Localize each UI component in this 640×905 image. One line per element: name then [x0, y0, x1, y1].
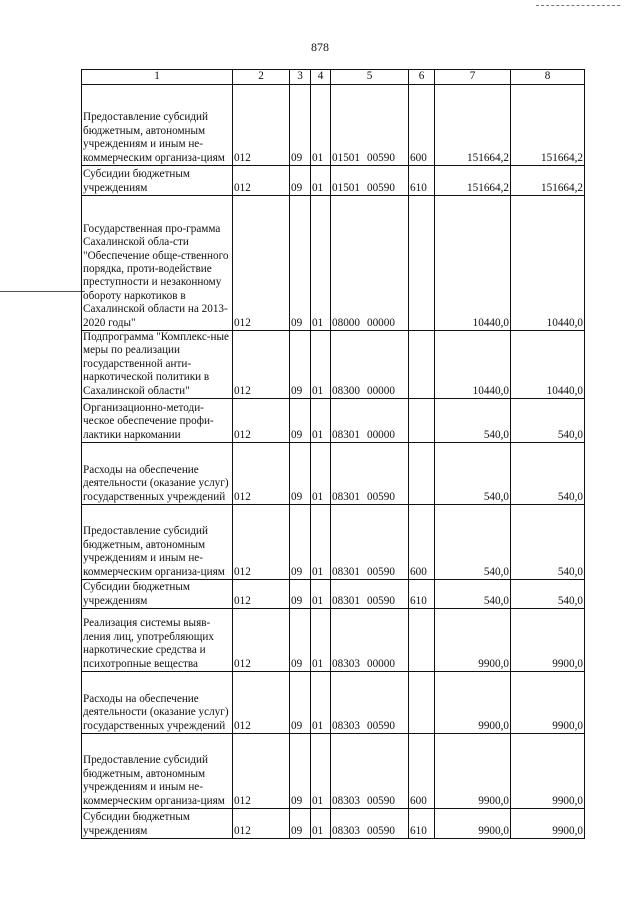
target-code-cell — [331, 399, 409, 443]
row-name: Предоставление субсидий бюджетным, автономным учреждениям и иным не-коммерческим организа-циям — [83, 754, 225, 807]
program-code: 08303 — [332, 824, 360, 837]
section-cell: 09 — [290, 580, 311, 609]
expense-type-cell — [409, 331, 435, 399]
table-row — [82, 672, 585, 734]
row-name-cell — [82, 331, 233, 399]
sum-2016-cell: 9900,0 — [511, 609, 585, 672]
expense-type-cell: 600 — [409, 85, 435, 166]
target-code-cell — [331, 166, 409, 196]
table-row — [82, 331, 585, 399]
ministry-code-cell: 012 — [233, 580, 290, 609]
sum-2016-cell: 151664,2 — [511, 166, 585, 196]
sum-2015-cell: 10440,0 — [435, 331, 511, 399]
subsection-cell: 01 — [311, 399, 331, 443]
row-name: Расходы на обеспечение деятельности (оказание услуг) государственных учреждений — [83, 463, 229, 503]
program-code: 08303 — [332, 719, 360, 732]
subsection-cell: 01 — [311, 443, 331, 505]
row-name-cell — [82, 196, 233, 331]
expense-code: 00000 — [366, 657, 395, 670]
table-row — [82, 443, 585, 505]
expense-code: 00000 — [366, 428, 395, 441]
target-code-cell — [331, 331, 409, 399]
row-name: Предоставление субсидий бюджетным, автономным учреждениям и иным не-коммерческим организа-циям — [83, 111, 225, 164]
target-code-cell — [331, 580, 409, 609]
program-code: 08303 — [332, 794, 360, 807]
column-header: 4 — [311, 70, 331, 85]
table-row — [82, 505, 585, 580]
ministry-code-cell: 012 — [233, 734, 290, 809]
row-name: Предоставление субсидий бюджетным, автономным учреждениям и иным не-коммерческим организа-циям — [83, 525, 225, 578]
row-name-cell — [82, 85, 233, 166]
row-name: Субсидии бюджетным учреждениям — [83, 581, 190, 607]
expense-code: 00590 — [366, 490, 395, 503]
column-header: 3 — [290, 70, 311, 85]
row-name-cell — [82, 443, 233, 505]
target-code-cell — [331, 505, 409, 580]
table-row — [82, 166, 585, 196]
ministry-code-cell: 012 — [233, 443, 290, 505]
expense-type-cell — [409, 196, 435, 331]
ministry-code-cell: 012 — [233, 196, 290, 331]
program-code: 01501 — [332, 181, 360, 194]
ministry-code-cell: 012 — [233, 672, 290, 734]
table-row — [82, 609, 585, 672]
row-name: Реализация системы выяв-ления лиц, употребляющих наркотические средства и психотропные вещества — [83, 617, 214, 670]
section-cell: 09 — [290, 505, 311, 580]
expense-code: 00590 — [366, 794, 395, 807]
target-code-cell — [331, 196, 409, 331]
row-name-cell — [82, 399, 233, 443]
sum-2015-cell: 540,0 — [435, 505, 511, 580]
table-row — [82, 85, 585, 166]
program-code: 08301 — [332, 594, 360, 607]
target-code-cell — [331, 609, 409, 672]
sum-2016-cell: 540,0 — [511, 443, 585, 505]
section-cell: 09 — [290, 196, 311, 331]
sum-2015-cell: 151664,2 — [435, 85, 511, 166]
column-header: 2 — [233, 70, 290, 85]
row-name-cell — [82, 580, 233, 609]
expense-code: 00000 — [366, 384, 395, 397]
table-row — [82, 399, 585, 443]
header-row — [82, 70, 585, 85]
subsection-cell: 01 — [311, 734, 331, 809]
sum-2016-cell: 9900,0 — [511, 672, 585, 734]
expense-code: 00590 — [366, 824, 395, 837]
sum-2016-cell: 9900,0 — [511, 809, 585, 839]
expense-type-cell: 600 — [409, 734, 435, 809]
table-row — [82, 734, 585, 809]
expense-code: 00590 — [366, 719, 395, 732]
row-name-cell — [82, 734, 233, 809]
sum-2016-cell: 9900,0 — [511, 734, 585, 809]
section-cell: 09 — [290, 85, 311, 166]
expense-code: 00590 — [366, 181, 395, 194]
target-code-cell — [331, 443, 409, 505]
row-name-cell — [82, 672, 233, 734]
column-header: 1 — [82, 70, 233, 85]
expense-type-cell — [409, 399, 435, 443]
expense-type-cell — [409, 443, 435, 505]
section-cell: 09 — [290, 331, 311, 399]
expense-type-cell — [409, 672, 435, 734]
expense-code: 00590 — [366, 565, 395, 578]
scan-cut-line — [0, 291, 85, 292]
column-header: 7 — [435, 70, 511, 85]
subsection-cell: 01 — [311, 505, 331, 580]
sum-2015-cell: 10440,0 — [435, 196, 511, 331]
program-code: 08301 — [332, 565, 360, 578]
table-row — [82, 580, 585, 609]
row-name: Субсидии бюджетным учреждениям — [83, 168, 190, 194]
sum-2015-cell: 540,0 — [435, 443, 511, 505]
subsection-cell: 01 — [311, 166, 331, 196]
row-name-cell — [82, 809, 233, 839]
ministry-code-cell: 012 — [233, 331, 290, 399]
sum-2015-cell: 9900,0 — [435, 809, 511, 839]
target-code-cell — [331, 672, 409, 734]
sum-2016-cell: 540,0 — [511, 505, 585, 580]
sum-2016-cell: 10440,0 — [511, 196, 585, 331]
section-cell: 09 — [290, 443, 311, 505]
subsection-cell: 01 — [311, 672, 331, 734]
sum-2016-cell: 540,0 — [511, 580, 585, 609]
program-code: 08301 — [332, 428, 360, 441]
subsection-cell: 01 — [311, 331, 331, 399]
section-cell: 09 — [290, 672, 311, 734]
row-name: Субсидии бюджетным учреждениям — [83, 811, 190, 837]
ministry-code-cell: 012 — [233, 166, 290, 196]
ministry-code-cell: 012 — [233, 809, 290, 839]
section-cell: 09 — [290, 609, 311, 672]
ministry-code-cell: 012 — [233, 399, 290, 443]
subsection-cell: 01 — [311, 196, 331, 331]
expense-code: 00000 — [366, 316, 395, 329]
target-code-cell — [331, 734, 409, 809]
scan-artifact-line — [536, 5, 620, 6]
program-code: 08301 — [332, 490, 360, 503]
ministry-code-cell: 012 — [233, 505, 290, 580]
expense-type-cell: 610 — [409, 580, 435, 609]
sum-2016-cell: 151664,2 — [511, 85, 585, 166]
ministry-code-cell: 012 — [233, 85, 290, 166]
column-header: 6 — [409, 70, 435, 85]
sum-2016-cell: 540,0 — [511, 399, 585, 443]
section-cell: 09 — [290, 734, 311, 809]
target-code-cell — [331, 85, 409, 166]
column-header: 8 — [511, 70, 585, 85]
row-name-cell — [82, 166, 233, 196]
expense-type-cell — [409, 609, 435, 672]
subsection-cell: 01 — [311, 580, 331, 609]
expense-code: 00590 — [366, 594, 395, 607]
sum-2015-cell: 9900,0 — [435, 672, 511, 734]
expense-type-cell: 600 — [409, 505, 435, 580]
row-name: Подпрограмма "Комплекс-ные меры по реализации государственной анти-наркотической политики в Сахалинской области" — [83, 331, 229, 397]
program-code: 01501 — [332, 151, 360, 164]
program-code: 08303 — [332, 657, 360, 670]
expense-type-cell: 610 — [409, 809, 435, 839]
row-name-cell — [82, 505, 233, 580]
row-name: Организационно-методи-ческое обеспечение профи-лактики наркомании — [83, 401, 214, 441]
target-code-cell — [331, 809, 409, 839]
sum-2016-cell: 10440,0 — [511, 331, 585, 399]
section-cell: 09 — [290, 166, 311, 196]
sum-2015-cell: 540,0 — [435, 580, 511, 609]
budget-table — [81, 69, 585, 839]
sum-2015-cell: 9900,0 — [435, 609, 511, 672]
table-row — [82, 809, 585, 839]
subsection-cell: 01 — [311, 85, 331, 166]
section-cell: 09 — [290, 399, 311, 443]
table-row — [82, 196, 585, 331]
subsection-cell: 01 — [311, 609, 331, 672]
page-number: 878 — [311, 40, 329, 54]
row-name-cell — [82, 609, 233, 672]
program-code: 08000 — [332, 316, 360, 329]
program-code: 08300 — [332, 384, 360, 397]
row-name: Государственная про-грамма Сахалинской обла-сти "Обеспечение обще-ственного порядка, проти-водействие преступности и незаконному обороту наркотиков в Сахалинской области на 2013-2020 годы" — [83, 222, 229, 329]
row-name: Расходы на обеспечение деятельности (оказание услуг) государственных учреждений — [83, 692, 229, 732]
expense-type-cell: 610 — [409, 166, 435, 196]
column-header: 5 — [331, 70, 409, 85]
ministry-code-cell: 012 — [233, 609, 290, 672]
section-cell: 09 — [290, 809, 311, 839]
sum-2015-cell: 540,0 — [435, 399, 511, 443]
sum-2015-cell: 9900,0 — [435, 734, 511, 809]
expense-code: 00590 — [366, 151, 395, 164]
subsection-cell: 01 — [311, 809, 331, 839]
sum-2015-cell: 151664,2 — [435, 166, 511, 196]
